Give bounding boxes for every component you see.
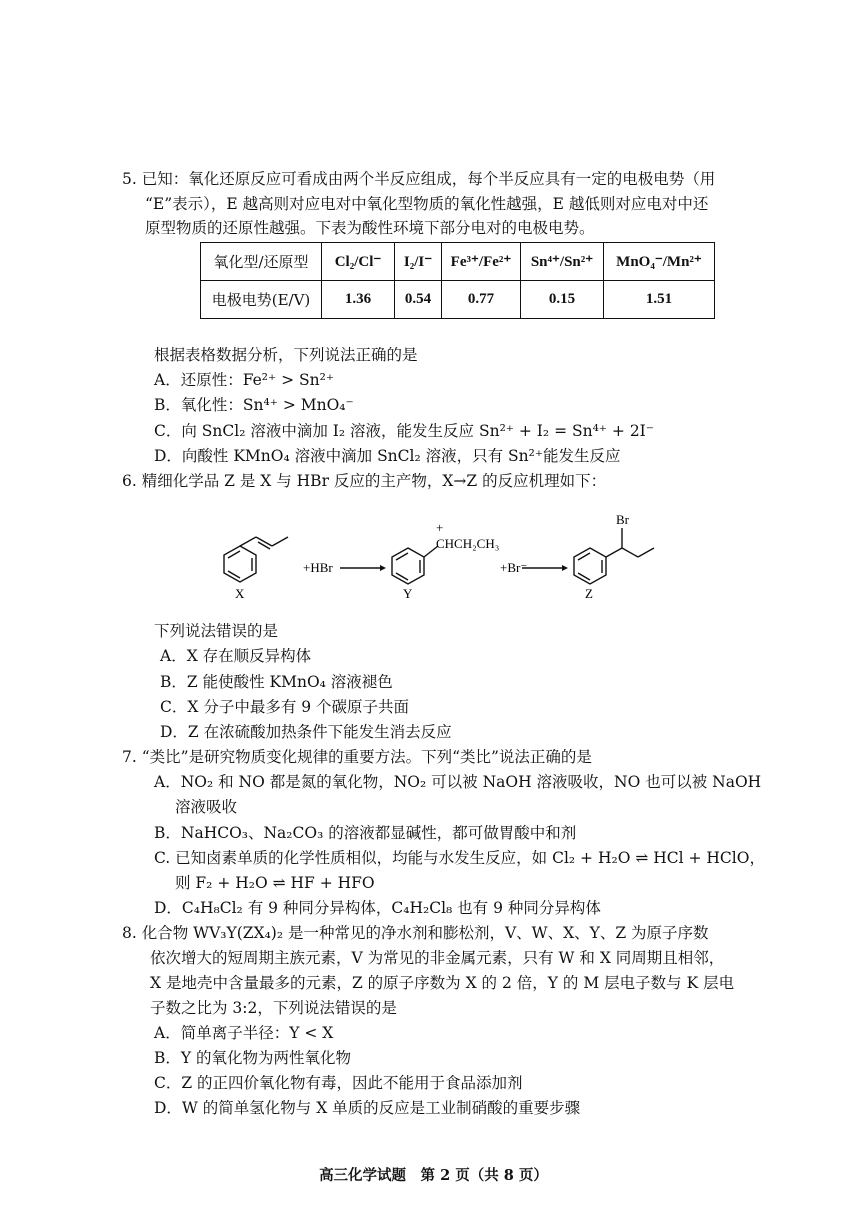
y-side-chain: CHCH₂CH₃ xyxy=(436,536,500,551)
q7-stem: 7. “类比”是研究物质变化规律的重要方法。下列“类比”说法正确的是 xyxy=(122,748,592,766)
q5-option-d: D．向酸性 KMnO₄ 溶液中滴加 SnCl₂ 溶液，只有 Sn²⁺能发生反应 xyxy=(154,447,621,465)
table-cell: 0.15 xyxy=(521,281,604,319)
label-y: Y xyxy=(403,586,413,601)
table-cell: 1.36 xyxy=(322,281,395,319)
q6-option-c: C．X 分子中最多有 9 个碳原子共面 xyxy=(160,698,410,716)
q5-option-a: A．还原性：Fe²⁺ > Sn²⁺ xyxy=(154,371,335,389)
q5-stem-line-3: 原型物质的还原性越强。下表为酸性环境下部分电对的电极电势。 xyxy=(145,219,595,237)
q5-stem-line-2: “E”表示），E 越高则对应电对中氧化型物质的氧化性越强，E 越低则对应电对中还 xyxy=(145,195,709,213)
q8-option-c: C．Z 的正四价氧化物有毒，因此不能用于食品添加剂 xyxy=(154,1074,523,1092)
q8-stem-line-2: 依次增大的短周期主族元素，V 为常见的非金属元素，只有 W 和 X 同周期且相邻， xyxy=(150,949,725,967)
table-cell: 1.51 xyxy=(604,281,715,319)
reagent-bromide: +Br⁻ xyxy=(500,560,528,575)
q8-option-b: B．Y 的氧化物为两性氧化物 xyxy=(154,1049,352,1067)
table-cell: Cl₂/Cl⁻ xyxy=(322,243,395,281)
reagent-hbr: +HBr xyxy=(303,560,333,575)
reaction-mechanism-scheme xyxy=(200,508,660,604)
q8-option-d: D．W 的简单氢化物与 X 单质的反应是工业制硝酸的重要步骤 xyxy=(154,1099,581,1117)
molecule-x-structure xyxy=(224,537,288,582)
page-footer: 高三化学试题 第 2 页（共 8 页） xyxy=(319,1167,548,1184)
table-cell: 0.77 xyxy=(442,281,521,319)
q6-option-a: A．X 存在顺反异构体 xyxy=(160,647,312,665)
q6-prompt: 下列说法错误的是 xyxy=(154,622,279,640)
q6-option-d: D．Z 在浓硫酸加热条件下能发生消去反应 xyxy=(160,723,452,741)
q5-option-b: B．氧化性：Sn⁴⁺ > MnO₄⁻ xyxy=(154,396,354,414)
table-cell: 电极电势(E/V) xyxy=(201,281,322,319)
q7-option-a-cont: 溶液吸收 xyxy=(175,798,238,816)
bromine-label: Br xyxy=(616,512,629,527)
table-cell: 0.54 xyxy=(395,281,442,319)
label-z: Z xyxy=(585,586,593,601)
q6-stem: 6. 精细化学品 Z 是 X 与 HBr 反应的主产物，X→Z 的反应机理如下： xyxy=(122,472,607,490)
table-cell: I₂/I⁻ xyxy=(395,243,442,281)
q7-option-c-cont: 则 F₂ + H₂O ⇌ HF + HFO xyxy=(175,874,375,892)
q7-option-c: C. 已知卤素单质的化学性质相似，均能与水发生反应，如 Cl₂ + H₂O ⇌ HCl + HClO， xyxy=(154,849,765,867)
table-cell: MnO₄⁻/Mn²⁺ xyxy=(604,243,715,281)
label-x: X xyxy=(235,586,245,601)
q8-stem-line-4: 子数之比为 3:2，下列说法错误的是 xyxy=(150,999,397,1017)
table-cell: 氧化型/还原型 xyxy=(201,243,322,281)
carbocation-charge: + xyxy=(436,520,444,535)
q7-option-a: A．NO₂ 和 NO 都是氮的氧化物，NO₂ 可以被 NaOH 溶液吸收，NO 也可以被 NaOH xyxy=(154,773,762,791)
q8-stem-line-3: X 是地壳中含量最多的元素，Z 的原子序数为 X 的 2 倍，Y 的 M 层电子数与 K 层电 xyxy=(150,974,735,992)
q5-stem-line-1: 5. 已知：氧化还原反应可看成由两个半反应组成，每个半反应具有一定的电极电势（用 xyxy=(122,170,716,188)
q8-option-a: A．简单离子半径：Y < X xyxy=(154,1024,334,1042)
electrode-potential-table xyxy=(200,242,715,319)
q7-option-b: B．NaHCO₃、Na₂CO₃ 的溶液都显碱性，都可做胃酸中和剂 xyxy=(154,824,577,842)
q8-stem-line-1: 8. 化合物 WV₃Y(ZX₄)₂ 是一种常见的净水剂和膨松剂，V、W、X、Y、Z 为原子序数 xyxy=(122,924,709,942)
table-row xyxy=(201,281,715,319)
molecule-y-structure xyxy=(392,546,438,584)
table-cell: Fe³⁺/Fe²⁺ xyxy=(442,243,521,281)
molecule-z-structure xyxy=(574,528,654,584)
q5-option-c: C．向 SnCl₂ 溶液中滴加 I₂ 溶液，能发生反应 Sn²⁺ + I₂ = Sn⁴⁺ + 2I⁻ xyxy=(154,422,654,440)
table-header-row xyxy=(201,243,715,281)
table-cell: Sn⁴⁺/Sn²⁺ xyxy=(521,243,604,281)
q5-prompt: 根据表格数据分析，下列说法正确的是 xyxy=(154,346,418,364)
q6-option-b: B．Z 能使酸性 KMnO₄ 溶液褪色 xyxy=(160,673,393,691)
q7-option-d: D．C₄H₈Cl₂ 有 9 种同分异构体，C₄H₂Cl₈ 也有 9 种同分异构体 xyxy=(154,899,601,917)
